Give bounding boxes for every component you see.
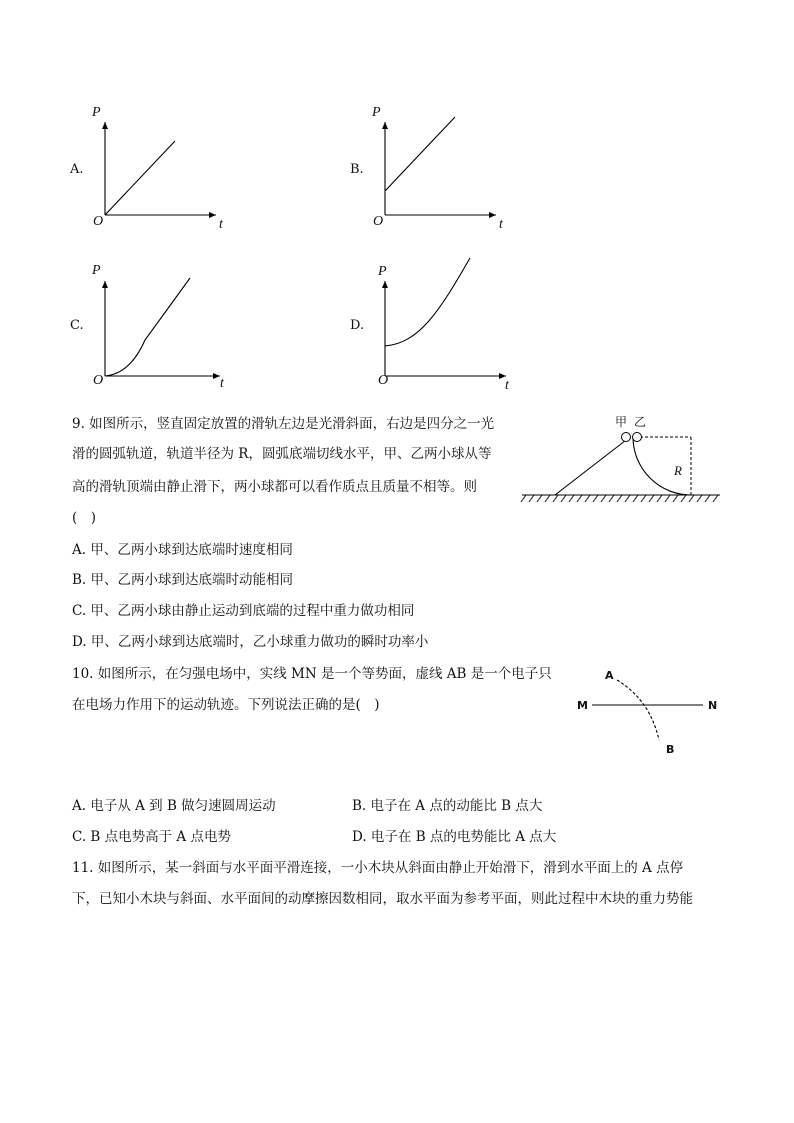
q10-label-b: B [666,743,675,756]
q10-option-d: D. 电子在 B 点的电势能比 A 点大 [352,829,557,845]
q9-label-yi: 乙 [634,415,647,429]
q9-line-4: ( ) [72,510,97,526]
q10-line-2: 在电场力作用下的运动轨迹。下列说法正确的是( ) [72,697,380,713]
q10-label-m: M [577,699,588,712]
graph-c-y-label: P [92,263,101,278]
q9-line-2: 滑的圆弧轨道，轨道半径为 R，圆弧底端切线水平，甲、乙两小球从等 [72,446,492,462]
graph-a-origin: O [93,214,104,229]
graph-b-origin: O [373,214,384,229]
q9-label-r: R [674,463,682,478]
option-b-label: B. [350,162,364,177]
q9-option-b: B. 甲、乙两小球到达底端时动能相同 [72,572,294,588]
option-c-label: C. [70,318,84,333]
q9-option-a: A. 甲、乙两小球到达底端时速度相同 [72,542,293,558]
q9-option-d: D. 甲、乙两小球到达底端时，乙小球重力做功的瞬时功率小 [72,634,429,650]
q9-line-1: 9. 如图所示，竖直固定放置的滑轨左边是光滑斜面，右边是四分之一光 [72,416,495,432]
q11-line-2: 下，已知小木块与斜面、水平面间的动摩擦因数相同，取水平面为参考平面，则此过程中木块的重力势能 [72,891,693,907]
q10-line-1: 10. 如图所示，在匀强电场中，实线 MN 是一个等势面，虚线 AB 是一个电子只 [72,666,552,682]
q10-option-c: C. B 点电势高于 A 点电势 [72,829,231,845]
q9-line-3: 高的滑轨顶端由静止滑下，两小球都可以看作质点且质量不相等。则 [72,479,477,495]
q9-option-c: C. 甲、乙两小球由静止运动到底端的过程中重力做功相同 [72,603,415,619]
q10-option-b: B. 电子在 A 点的动能比 B 点大 [352,798,543,814]
option-d-label: D. [350,318,365,333]
graph-a-x-label: t [219,217,223,232]
graph-c-origin: O [93,373,104,388]
graph-d-origin: O [378,373,389,388]
option-a-label: A. [70,162,84,177]
graph-c-x-label: t [220,376,224,391]
q11-line-1: 11. 如图所示，某一斜面与水平面平滑连接，一小木块从斜面由静止开始滑下，滑到水平面上的 A 点停 [72,860,684,876]
graph-d-y-label: P [378,264,387,279]
q10-label-n: N [708,699,718,712]
graph-b-y-label: P [372,105,381,120]
graph-a-y-label: P [92,105,101,120]
q10-trajectory-ab [617,680,659,740]
graph-d-x-label: t [505,378,509,393]
q10-option-a: A. 电子从 A 到 B 做匀速圆周运动 [72,798,276,814]
q10-label-a: A [605,669,614,682]
q9-label-jia: 甲 [615,415,628,429]
graph-b-x-label: t [499,217,503,232]
